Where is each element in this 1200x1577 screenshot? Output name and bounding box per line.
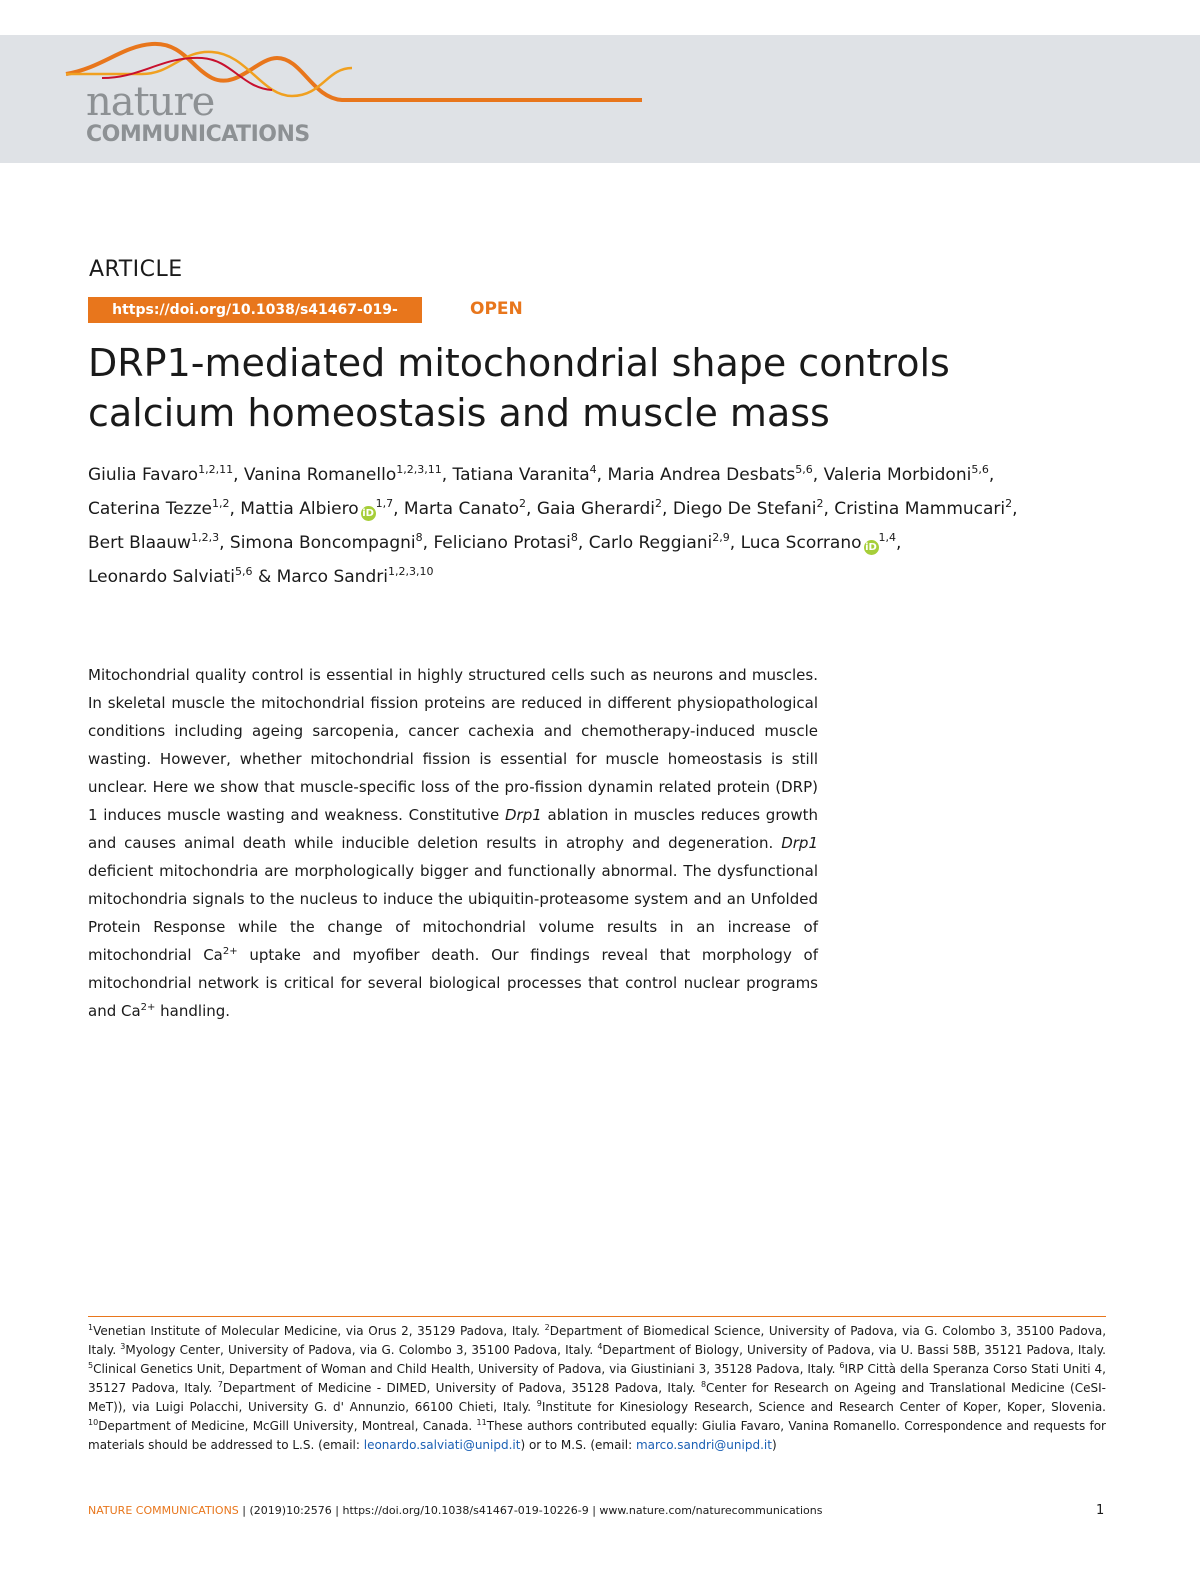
abstract-text: handling.: [155, 1002, 231, 1020]
author-separator: ,: [393, 499, 404, 519]
abstract-text: Mitochondrial quality control is essential in highly structured cells such as neurons and muscles. In skeletal muscle the mitochondrial fission proteins are reduced in different physiopathological conditions including ageing sarcopenia, cancer cachexia and chemotherapy-induced muscle wasting. However, whether mitochondrial fission is essential for muscle homeostasis is still unclear. Here we show that muscle-specific loss of the pro-fission dynamin related protein (DRP) 1 induces muscle wasting and weakness. Constitutive: [88, 666, 818, 824]
abstract-text: uptake and myofiber death. Our findings reveal that morphology of mitochondrial network is critical for several biological processes that control nuclear programs and Ca: [88, 946, 818, 1020]
author-separator: ,: [219, 533, 230, 553]
author-name[interactable]: Giulia Favaro: [88, 465, 199, 485]
abstract-text: deficient mitochondria are morphologically bigger and functionally abnormal. The dysfunctional mitochondria signals to the nucleus to induce the ubiquitin-proteasome system and an Unfolded Protein Response while the change of mitochondrial volume results in an increase of mitochondrial Ca: [88, 862, 818, 964]
author-name[interactable]: Gaia Gherardi: [536, 499, 655, 519]
affiliation-number: 11: [476, 1418, 487, 1427]
author-affiliation-sup: 2: [655, 497, 662, 510]
author-separator: ,: [441, 465, 453, 485]
author-name[interactable]: Tatiana Varanita: [452, 465, 590, 485]
logo-communications-text: COMMUNICATIONS: [86, 122, 310, 147]
affiliation-number: 10: [88, 1418, 99, 1427]
author-separator: &: [252, 567, 277, 587]
affiliation-number: 3: [120, 1342, 126, 1351]
affiliation-number: 7: [217, 1380, 223, 1389]
author-name[interactable]: Valeria Morbidoni: [823, 465, 972, 485]
author-name[interactable]: Simona Boncompagni: [229, 533, 416, 553]
author-separator: ,: [1012, 499, 1018, 519]
author-affiliation-sup: 1,2,11: [198, 463, 234, 476]
affiliation-text: ) or to M.S. (email:: [520, 1438, 636, 1452]
affiliation-text: Clinical Genetics Unit, Department of Woman and Child Health, University of Padova, via Giustiniani 3, 35128 Padova, Italy.: [93, 1362, 840, 1376]
title-line-1: DRP1-mediated mitochondrial shape controls: [88, 341, 950, 385]
author-line: [88, 458, 1118, 492]
logo-nature-text: nature: [86, 79, 215, 125]
author-separator: ,: [662, 499, 673, 519]
author-name[interactable]: Leonardo Salviati: [88, 567, 236, 587]
author-affiliation-sup: 2: [1005, 497, 1013, 510]
author-separator: ,: [596, 465, 608, 485]
author-affiliation-sup: 5,6: [971, 463, 989, 476]
gene-name-italic: Drp1: [781, 834, 818, 852]
affiliations-block: [88, 1322, 1106, 1455]
author-list: [88, 458, 1118, 594]
author-name[interactable]: Caterina Tezze: [88, 499, 212, 519]
author-line: [88, 492, 1118, 526]
author-name[interactable]: Feliciano Protasi: [433, 533, 571, 553]
page-footer: [88, 1504, 1106, 1517]
author-name[interactable]: Marta Canato: [403, 499, 520, 519]
affiliation-text: IRP Città della Speranza Corso Stati Uniti 4, 35127 Padova, Italy.: [88, 1362, 1106, 1395]
author-separator: ,: [526, 499, 537, 519]
author-affiliation-sup: 2: [816, 497, 824, 510]
affiliation-number: 4: [597, 1342, 603, 1351]
author-separator: ,: [823, 499, 835, 519]
article-type-label: ARTICLE: [89, 257, 183, 282]
author-affiliation-sup: 1,4: [878, 531, 896, 544]
author-separator: ,: [988, 465, 995, 485]
affiliation-text: Department of Medicine, McGill University, Montreal, Canada.: [98, 1419, 477, 1433]
author-name[interactable]: Carlo Reggiani: [588, 533, 713, 553]
gene-name-italic: Drp1: [505, 806, 542, 824]
affiliation-text: Department of Biology, University of Padova, via U. Bassi 58B, 35121 Padova, Italy.: [602, 1343, 1107, 1357]
affiliations-divider: [88, 1316, 1106, 1317]
author-separator: ,: [229, 499, 241, 519]
page-number: 1: [1096, 1503, 1105, 1518]
author-name[interactable]: Cristina Mammucari: [834, 499, 1006, 519]
author-separator: ,: [729, 533, 741, 553]
doi-link-badge[interactable]: https://doi.org/10.1038/s41467-019-10226-9: [88, 297, 422, 323]
author-affiliation-sup: 1,2: [211, 497, 230, 510]
author-name[interactable]: Diego De Stefani: [672, 499, 817, 519]
ion-charge-sup: 2+: [222, 946, 238, 957]
author-affiliation-sup: 1,7: [375, 497, 394, 510]
affiliation-number: 8: [700, 1380, 707, 1389]
affiliation-text: Department of Biomedical Science, University of Padova, via G. Colombo 3, 35100 Padova, Italy.: [88, 1324, 1107, 1357]
author-name[interactable]: Bert Blaauw: [88, 533, 192, 553]
author-affiliation-sup: 2,9: [712, 531, 730, 544]
affiliation-number: 2: [544, 1323, 550, 1332]
affiliation-text: ): [771, 1438, 777, 1452]
footer-citation: | (2019)10:2576 | https://doi.org/10.1038/s41467-019-10226-9 | www.nature.com/naturecommunications: [238, 1504, 823, 1517]
email-link-salviati[interactable]: leonardo.salviati@unipd.it: [363, 1438, 521, 1452]
ion-charge-sup: 2+: [140, 1002, 156, 1013]
affiliation-text: Myology Center, University of Padova, via G. Colombo 3, 35100 Padova, Italy.: [125, 1343, 598, 1357]
author-affiliation-sup: 4: [589, 463, 597, 476]
author-name[interactable]: Maria Andrea Desbats: [607, 465, 796, 485]
author-affiliation-sup: 8: [570, 531, 578, 544]
author-affiliation-sup: 8: [415, 531, 423, 544]
author-name[interactable]: Mattia Albiero: [240, 499, 359, 519]
affiliation-text: Institute for Kinesiology Research, Science and Research Center of Koper, Koper, Slovenia.: [541, 1400, 1106, 1414]
orcid-icon[interactable]: iD: [865, 542, 877, 553]
affiliation-text: Venetian Institute of Molecular Medicine, via Orus 2, 35129 Padova, Italy.: [93, 1324, 545, 1338]
author-separator: ,: [577, 533, 589, 553]
author-name[interactable]: Luca Scorrano: [740, 533, 862, 553]
author-line: [88, 560, 1118, 594]
author-line: [88, 526, 1118, 560]
author-affiliation-sup: 1,2,3,10: [387, 565, 434, 578]
affiliation-text: These authors contributed equally: Giulia Favaro, Vanina Romanello. Correspondence and requests for materials should be addressed to L.S. (email:: [88, 1419, 1106, 1452]
author-affiliation-sup: 5,6: [795, 463, 813, 476]
abstract-text: ablation in muscles reduces growth and causes animal death while inducible deletion results in atrophy and degeneration.: [88, 806, 818, 852]
author-name[interactable]: Vanina Romanello: [243, 465, 397, 485]
author-affiliation-sup: 1,2,3,11: [396, 463, 442, 476]
author-affiliation-sup: 5,6: [235, 565, 253, 578]
affiliation-number: 6: [839, 1361, 845, 1370]
author-name[interactable]: Marco Sandri: [276, 567, 388, 587]
abstract-paragraph: [88, 661, 818, 1025]
affiliation-number: 9: [536, 1399, 542, 1408]
author-affiliation-sup: 2: [519, 497, 527, 510]
author-separator: ,: [422, 533, 434, 553]
affiliation-text: Department of Medicine - DIMED, University of Padova, 35128 Padova, Italy.: [222, 1381, 701, 1395]
orcid-icon[interactable]: iD: [362, 508, 374, 519]
footer-journal-name: NATURE COMMUNICATIONS: [88, 1504, 239, 1517]
email-link-sandri[interactable]: marco.sandri@unipd.it: [635, 1438, 772, 1452]
author-affiliation-sup: 1,2,3: [191, 531, 220, 544]
open-access-label: OPEN: [470, 299, 523, 319]
affiliation-number: 5: [88, 1361, 94, 1370]
affiliation-text: Center for Research on Ageing and Translational Medicine (CeSI-MeT)), via Luigi Polacchi, University G. d' Annunzio, 66100 Chieti, Italy.: [88, 1381, 1106, 1414]
author-separator: ,: [812, 465, 824, 485]
author-separator: ,: [233, 465, 244, 485]
title-line-2: calcium homeostasis and muscle mass: [88, 391, 830, 435]
affiliation-number: 1: [88, 1323, 94, 1332]
author-separator: ,: [896, 533, 902, 553]
article-title: [88, 338, 1088, 438]
